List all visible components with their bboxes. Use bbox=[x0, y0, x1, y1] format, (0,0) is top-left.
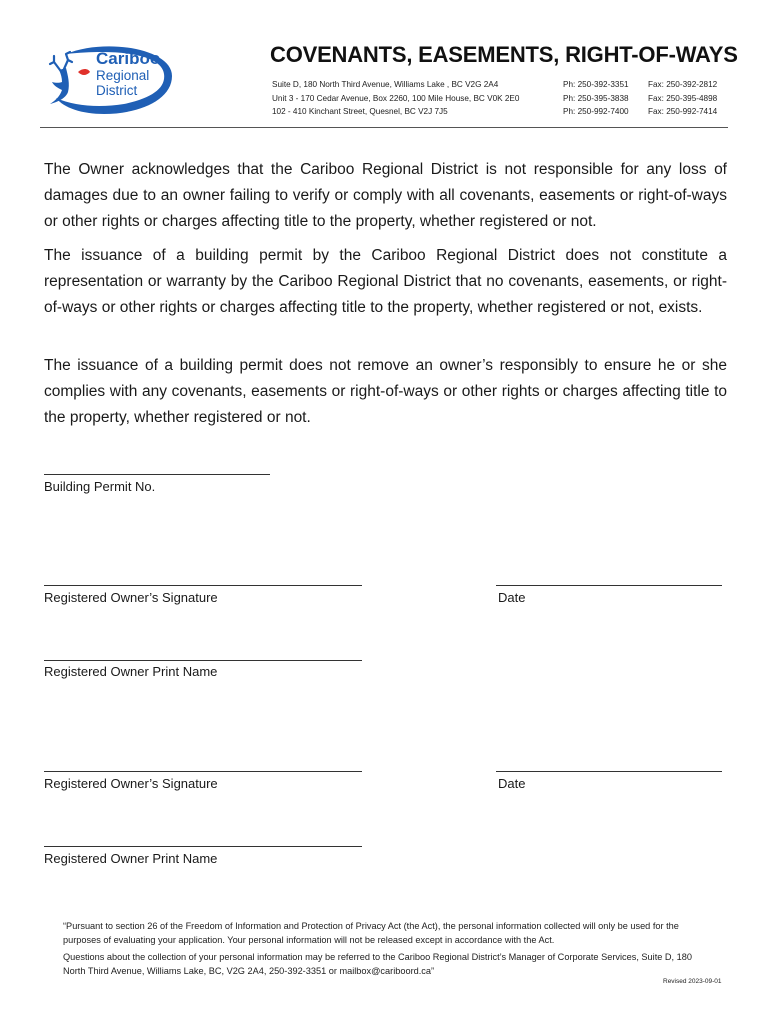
address-100-mile-house: Unit 3 - 170 Cedar Avenue, Box 2260, 100 Mile House, BC V0K 2E0 bbox=[272, 93, 520, 103]
permit-number-field[interactable] bbox=[44, 474, 270, 475]
office-addresses bbox=[272, 78, 519, 119]
revision-date: Revised 2023-09-01 bbox=[663, 978, 722, 985]
date-label-2: Date bbox=[498, 776, 526, 791]
fax-williams-lake: Fax: 250-392-2812 bbox=[648, 80, 718, 89]
address-williams-lake: Suite D, 180 North Third Avenue, Williams Lake , BC V2G 2A4 bbox=[272, 80, 499, 89]
owner-print-name-label-2: Registered Owner Print Name bbox=[44, 851, 218, 866]
permit-number-label: Building Permit No. bbox=[44, 479, 156, 494]
privacy-notice: “Pursuant to section 26 of the Freedom of Information and Protection of Privacy Act (the Act), the personal information collected will only be used for the purposes of evaluating your application. Your personal information will not be released except in accordance with the Act. bbox=[63, 921, 679, 945]
logo-line-2: Regional bbox=[96, 68, 150, 83]
document-header bbox=[0, 0, 770, 130]
phone-100-mile-house: Ph: 250-395-3838 bbox=[563, 93, 629, 103]
phone-quesnel: Ph: 250-992-7400 bbox=[563, 107, 629, 116]
header-divider bbox=[40, 127, 728, 128]
paragraph-no-warranty: The issuance of a building permit by the Cariboo Regional District does not constitute a representation or warranty by the Cariboo Regional District that no covenants, easements, or right-of-ways or other rights or charges affecting title to the property, whether registered or not, exists. bbox=[44, 247, 727, 316]
fax-100-mile-house: Fax: 250-395-4898 bbox=[648, 93, 718, 103]
logo-line-1: Cariboo bbox=[96, 49, 161, 68]
date-label-1: Date bbox=[498, 590, 526, 605]
owner-signature-field-2[interactable] bbox=[44, 771, 362, 772]
owner-signature-field-1[interactable] bbox=[44, 585, 362, 586]
date-field-2[interactable] bbox=[496, 771, 722, 772]
owner-signature-label-2: Registered Owner’s Signature bbox=[44, 776, 218, 791]
address-quesnel: 102 - 410 Kinchant Street, Quesnel, BC V2J 7J5 bbox=[272, 107, 448, 116]
owner-print-name-field-2[interactable] bbox=[44, 846, 362, 847]
phone-williams-lake: Ph: 250-392-3351 bbox=[563, 80, 629, 89]
owner-signature-label-1: Registered Owner’s Signature bbox=[44, 590, 218, 605]
logo-line-3: District bbox=[96, 83, 138, 98]
owner-print-name-field-1[interactable] bbox=[44, 660, 362, 661]
fax-quesnel: Fax: 250-992-7414 bbox=[648, 107, 718, 116]
paragraph-owner-obligation: The issuance of a building permit does not remove an owner’s responsibly to ensure he or she complies with any covenants, easements or right-of-ways or other rights or charges affecting title to the property, whether registered or not. bbox=[44, 357, 727, 426]
office-phones bbox=[563, 78, 629, 119]
privacy-contact: Questions about the collection of your personal information may be referred to the Cariboo Regional District’s Manager of Corporate Services, Suite D, 180 North Third Avenue, Williams Lake, BC, V2G 2A4, 250-392-3351 or mailbox@cariboord.ca” bbox=[63, 952, 692, 976]
page-title: COVENANTS, EASEMENTS, RIGHT-OF-WAYS bbox=[270, 42, 738, 67]
office-faxes bbox=[648, 78, 717, 119]
logo-wordmark bbox=[96, 50, 186, 98]
owner-print-name-label-1: Registered Owner Print Name bbox=[44, 664, 218, 679]
paragraph-responsibility: The Owner acknowledges that the Cariboo Regional District is not responsible for any loss of damages due to an owner failing to verify or comply with all covenants, easements or right-of-ways or other rights or charges affecting title to the property, whether registered or not. bbox=[44, 161, 727, 230]
date-field-1[interactable] bbox=[496, 585, 722, 586]
